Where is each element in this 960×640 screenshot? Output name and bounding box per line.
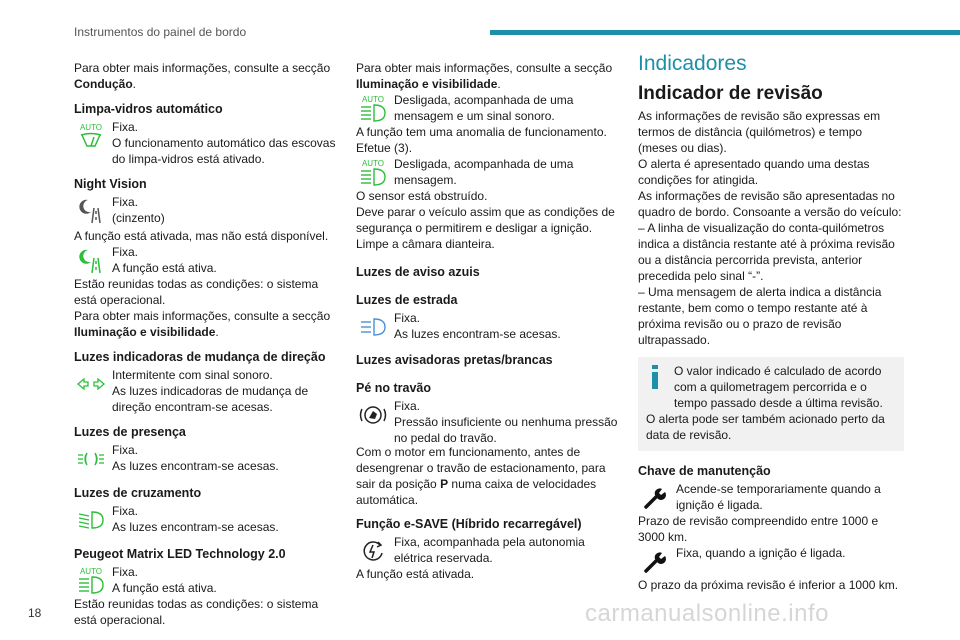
auto-headlamp-icon (356, 92, 390, 126)
entry-esave: Fixa, acompanhada pela autonomia elétrica reservada. (356, 534, 624, 568)
heading-black-white-warning-lights: Luzes avisadoras pretas/brancas (356, 353, 553, 367)
esave-icon (356, 534, 390, 568)
entry-night-vision-active: Fixa. A função está ativa. (74, 244, 342, 278)
column-middle: Para obter mais informações, consulte a secção Iluminação e visibilidade. AUTO Desligada, acompanhada de uma mensagem e um sinal sonoro. A função tem uma anomalia de funcionamento. Efetue (3). AUTO Desligada, acompanhada de uma mensagem. O sensor está obstruído. Deve parar o veículo assim que as condições de segurança o permitirem e desligar a ignição. Limpe a câmara dianteira. Luzes de aviso azuis Luzes de estrada Fixa. As luzes encontram-se acesas. Luzes avisadoras pretas/brancas Pé no travão Fixa. Pressão insuficiente ou nenhuma pressão no pedal do travão. Com o motor em funcionamento, antes de desengrenar o travão de estacionamento, para sair da posição P numa caixa de velocidades automática. Função e-SAVE (Híbrido recarregável) Fixa, acompanhada pela autonomia elétrica reservada. A função está ativada. (356, 60, 624, 582)
turn-signal-arrows-icon (74, 367, 108, 401)
svg-text:AUTO: AUTO (361, 159, 385, 168)
heading-blue-warning-lights: Luzes de aviso azuis (356, 265, 480, 279)
heading-esave: Função e-SAVE (Híbrido recarregável) (356, 517, 582, 531)
heading-maintenance-wrench: Chave de manutenção (638, 464, 771, 478)
column-left: Para obter mais informações, consulte a secção Condução. Limpa-vidros automático AUTO Fixa. O funcionamento automático das escovas do limpa-vidros está ativado. Night Vision Fixa. (cinzento) A função está ativada, mas não está disponível. Fixa. A função está ativa. Estão reunidas todas as condições: o sistema está operacional. Para obter mais informações, consulte a secção Iluminação e visibilidade. Luzes indicadoras de mudança de direção Intermitente com sinal sonoro. As luzes indicadoras de mudança de direção encontram-se acesas. Luzes de presença Fixa. As luzes encontram-se acesas. Luzes de cruzamento Fixa. As luzes encontram-se acesas. Peugeot Matrix LED Technology 2.0 AUTO Fixa. A função está ativa. Estão reunidas todas as condições: o sistema está operacional. (74, 60, 342, 628)
entry-matrix-led: AUTO Fixa. A função está ativa. (74, 564, 342, 598)
entry-dipped-beam: Fixa. As luzes encontram-se acesas. (74, 503, 342, 537)
page-number: 18 (28, 606, 42, 620)
night-vision-grey-icon (74, 194, 108, 228)
column-right: Indicadores Indicador de revisão As informações de revisão são expressas em termos de distância (quilómetros) e tempo (meses ou dias). O alerta é apresentado quando uma destas condições for atingida. As informações de revisão são apresentadas no quadro de bordo. Consoante a versão do veículo: – A linha de visualização do conta-quilómetros indica a distância restante até à próxima revisão ou a distância percorrida prevista, anterior precedida pelo sinal “-”. – Uma mensagem de alerta indica a distância restante, bem como o tempo restante até à próxima revisão ou o prazo de revisão ultrapassado. O valor indicado é calculado de acordo com a quilometragem percorrida e o tempo passado desde a última revisão. O alerta pode ser também acionado perto da data de revisão. Chave de manutenção Acende-se temporariamente quando a ignição é ligada. Prazo de revisão compreendido entre 1000 e 3000 km. Fixa, quando a ignição é ligada. O prazo da próxima revisão é inferior a 1000 km. (638, 60, 904, 593)
auto-wiper-icon (74, 119, 108, 153)
heading-wiper: Limpa-vidros automático (74, 102, 223, 116)
entry-night-vision-grey: Fixa. (cinzento) (74, 194, 342, 228)
heading-foot-on-brake: Pé no travão (356, 381, 432, 395)
brake-instruction: Com o motor em funcionamento, antes de desengrenar o travão de estacionamento, para sair da posição P numa caixa de velocidades automática. (356, 445, 606, 507)
service-indicator-heading: Indicador de revisão (638, 83, 823, 104)
header-accent-bar (490, 30, 960, 35)
heading-main-beam: Luzes de estrada (356, 293, 458, 307)
info-icon (646, 365, 664, 393)
svg-text:AUTO: AUTO (361, 95, 385, 104)
night-vision-green-icon (74, 244, 108, 278)
sidelights-icon (74, 442, 108, 476)
heading-night-vision: Night Vision (74, 177, 147, 191)
info-note: O valor indicado é calculado de acordo com a quilometragem percorrida e o tempo passado desde a última revisão. O alerta pode ser também acionado perto da data de revisão. (638, 357, 904, 451)
intro-paragraph-middle: Para obter mais informações, consulte a secção Iluminação e visibilidade. (356, 61, 613, 91)
entry-auto-fault: AUTO Desligada, acompanhada de uma mensagem e um sinal sonoro. (356, 92, 624, 126)
intro-paragraph: Para obter mais informações, consulte a secção Condução. (74, 61, 331, 91)
wrench-icon (638, 545, 672, 579)
dipped-beam-icon (74, 503, 108, 537)
entry-turn-signals: Intermitente com sinal sonoro. (74, 367, 342, 401)
entry-wrench-fixed: Fixa, quando a ignição é ligada. (638, 545, 904, 579)
entry-main-beam: Fixa. As luzes encontram-se acesas. (356, 310, 624, 344)
foot-on-brake-icon (356, 398, 390, 432)
heading-matrix-led: Peugeot Matrix LED Technology 2.0 (74, 547, 286, 561)
auto-headlamp-icon (356, 156, 390, 190)
section-title: Indicadores (638, 52, 747, 75)
svg-text:AUTO: AUTO (79, 123, 103, 132)
heading-dipped-beam: Luzes de cruzamento (74, 486, 202, 500)
heading-turn-signals: Luzes indicadoras de mudança de direção (74, 350, 326, 364)
night-vision-reference: Para obter mais informações, consulte a secção Iluminação e visibilidade. (74, 309, 331, 339)
wrench-icon (638, 481, 672, 515)
heading-sidelights: Luzes de presença (74, 425, 186, 439)
watermark: carmanualsonline.info (585, 600, 829, 627)
entry-auto-obstructed: AUTO Desligada, acompanhada de uma mensagem. (356, 156, 624, 190)
auto-headlamp-icon (74, 564, 108, 598)
running-header: Instrumentos do painel de bordo (74, 25, 247, 39)
entry-wiper: AUTO Fixa. (74, 119, 342, 153)
entry-wrench-temporary: Acende-se temporariamente quando a ignição é ligada. (638, 481, 904, 515)
main-beam-icon (356, 310, 390, 344)
entry-foot-on-brake: Fixa. Pressão insuficiente ou nenhuma pressão no pedal do travão. (356, 398, 624, 446)
entry-sidelights: Fixa. As luzes encontram-se acesas. (74, 442, 342, 476)
svg-text:AUTO: AUTO (79, 567, 103, 576)
